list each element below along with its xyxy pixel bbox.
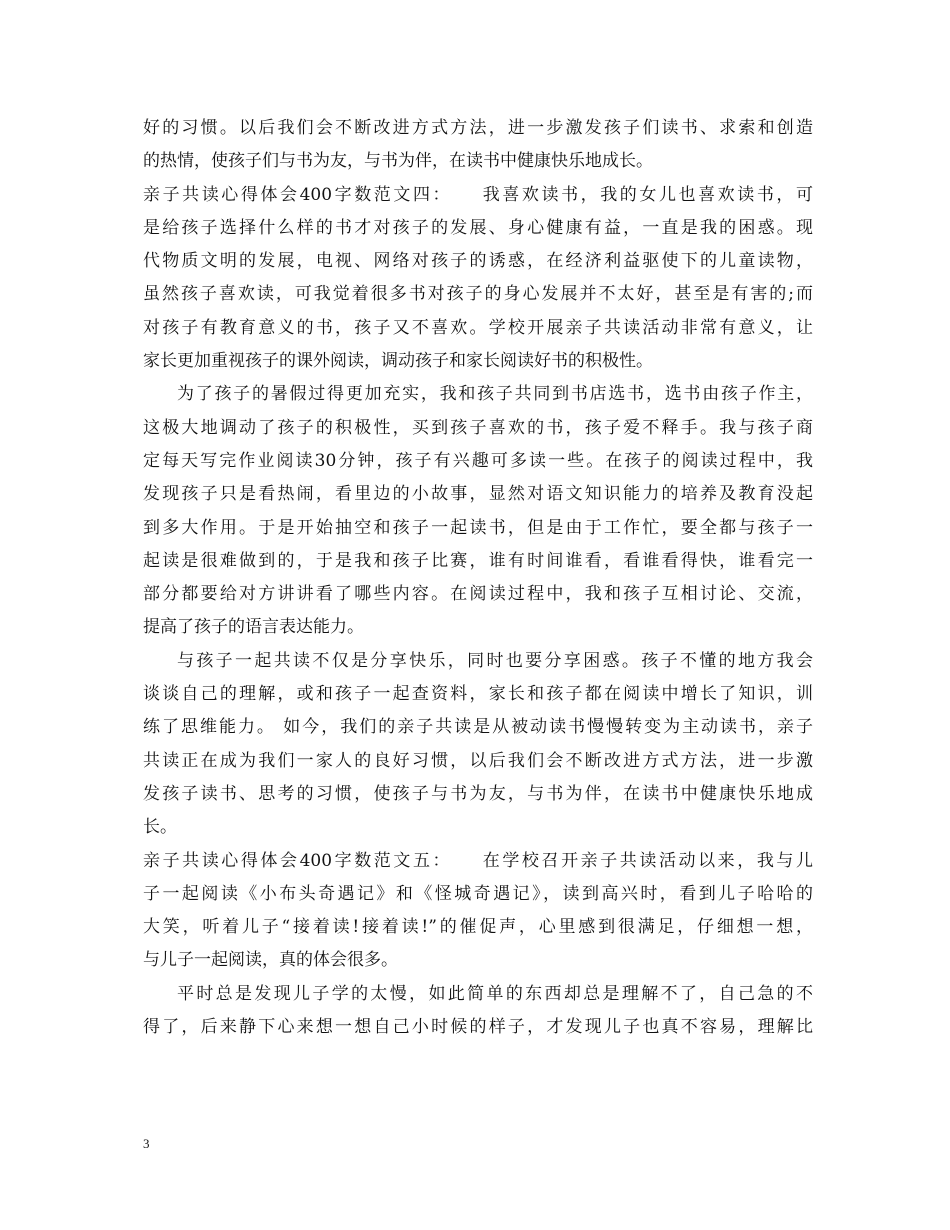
text-line: 到多大作用。于是开始抽空和孩子一起读书，但是由于工作忙，要全都与孩子一	[143, 517, 813, 538]
text-line: 得了，后来静下心来想一想自己小时候的样子，才发现儿子也真不容易，理解比	[143, 1017, 813, 1038]
text-line: 谈谈自己的理解，或和孩子一起查资料，家长和孩子都在阅读中增长了知识，训	[143, 684, 813, 705]
text-line: 家长更加重视孩子的课外阅读，调动孩子和家长阅读好书的积极性。	[143, 351, 653, 372]
text-line: 起读是很难做到的，于是我和孩子比赛，谁有时间谁看，看谁看得快，谁看完一	[143, 550, 813, 571]
text-line: 大笑，听着儿子“接着读!接着读!”的催促声，心里感到很满足，仔细想一想，	[143, 917, 813, 938]
text-line: 与儿子一起阅读，真的体会很多。	[143, 950, 398, 971]
text-line: 部分都要给对方讲讲看了哪些内容。在阅读过程中，我和孩子互相讨论、交流，	[143, 584, 813, 605]
text-line: 与孩子一起共读不仅是分享快乐，同时也要分享困惑。孩子不懂的地方我会	[177, 650, 813, 671]
text-line: 好的习惯。以后我们会不断改进方式方法，进一步激发孩子们读书、求索和创造	[143, 118, 813, 138]
text-line: 子一起阅读《小布头奇遇记》和《怪城奇遇记》，读到高兴时，看到儿子哈哈的	[143, 883, 813, 904]
text-line: 定每天写完作业阅读30分钟，孩子有兴趣可多读一些。在孩子的阅读过程中，我	[143, 450, 813, 471]
text-line: 对孩子有教育意义的书，孩子又不喜欢。学校开展亲子共读活动非常有意义，让	[143, 317, 813, 338]
text-line: 发孩子读书、思考的习惯，使孩子与书为友，与书为伴，在读书中健康快乐地成	[143, 783, 813, 804]
text-line: 亲子共读心得体会400字数范文四： 我喜欢读书，我的女儿也喜欢读书，可	[143, 184, 813, 205]
text-line: 亲子共读心得体会400字数范文五： 在学校召开亲子共读活动以来，我与儿	[143, 850, 813, 871]
text-line: 的热情，使孩子们与书为友，与书为伴，在读书中健康快乐地成长。	[143, 151, 653, 172]
text-line: 平时总是发现儿子学的太慢，如此简单的东西却总是理解不了，自己急的不	[177, 983, 813, 1004]
document-body	[143, 112, 813, 1044]
text-line: 代物质文明的发展，电视、网络对孩子的诱惑，在经济利益驱使下的儿童读物，	[143, 251, 813, 272]
page-number: 3	[143, 1136, 150, 1151]
text-line: 共读正在成为我们一家人的良好习惯，以后我们会不断改进方式方法，进一步激	[143, 750, 813, 771]
text-line: 提高了孩子的语言表达能力。	[143, 617, 364, 638]
text-line: 虽然孩子喜欢读，可我觉着很多书对孩子的身心发展并不太好，甚至是有害的;而	[143, 284, 813, 305]
text-line: 练了思维能力。 如今，我们的亲子共读是从被动读书慢慢转变为主动读书，亲子	[143, 717, 813, 738]
text-line: 这极大地调动了孩子的积极性，买到孩子喜欢的书，孩子爱不释手。我与孩子商	[143, 417, 813, 438]
text-line: 为了孩子的暑假过得更加充实，我和孩子共同到书店选书，选书由孩子作主，	[177, 384, 813, 405]
text-line: 发现孩子只是看热闹，看里边的小故事，显然对语文知识能力的培养及教育没起	[143, 484, 813, 505]
text-line: 是给孩子选择什么样的书才对孩子的发展、身心健康有益，一直是我的困惑。现	[143, 217, 813, 238]
text-line: 长。	[143, 817, 177, 838]
